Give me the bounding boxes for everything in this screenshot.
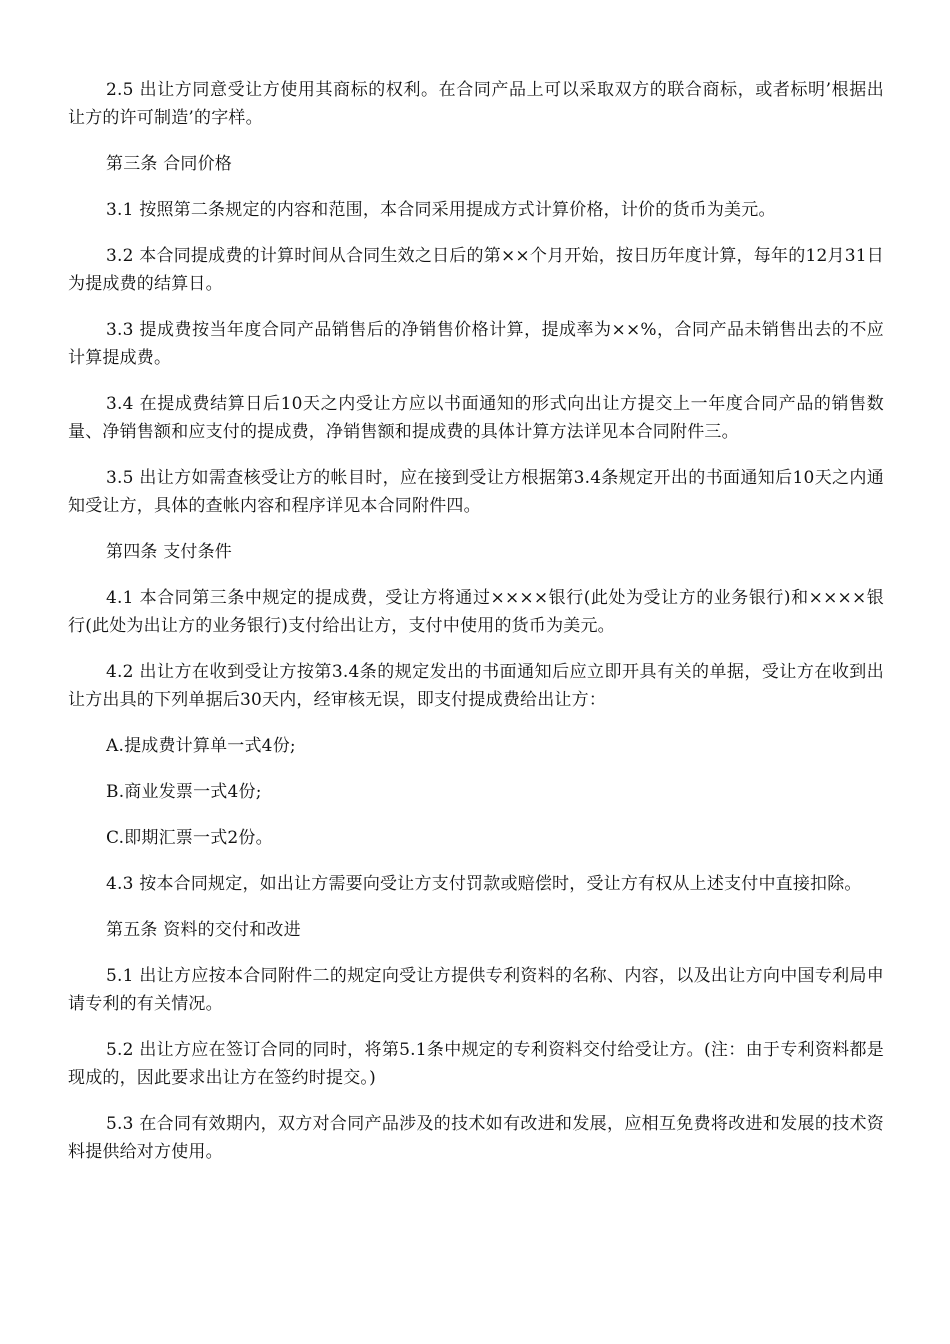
clause-2-5: 2.5 出让方同意受让方使用其商标的权利。在合同产品上可以采取双方的联合商标，或者标明’根据出让方的许可制造’的字样。 — [68, 80, 884, 128]
clause-3-5: 3.5 出让方如需查核受让方的帐目时，应在接到受让方根据第3.4条规定开出的书面通知后10天之内通知受让方，具体的查帐内容和程序详见本合同附件四。 — [68, 468, 884, 516]
article-3-heading: 第三条 合同价格 — [106, 154, 233, 174]
clause-3-4: 3.4 在提成费结算日后10天之内受让方应以书面通知的形式向出让方提交上一年度合同产品的销售数量、净销售额和应支付的提成费，净销售额和提成费的具体计算方法详见本合同附件三。 — [68, 394, 884, 442]
clause-5-2: 5.2 出让方应在签订合同的同时，将第5.1条中规定的专利资料交付给受让方。(注：由于专利资料都是现成的，因此要求出让方在签约时提交。) — [68, 1040, 884, 1088]
article-4-heading: 第四条 支付条件 — [106, 542, 233, 562]
clause-3-2: 3.2 本合同提成费的计算时间从合同生效之日后的第××个月开始，按日历年度计算，每年的12月31日为提成费的结算日。 — [68, 246, 884, 294]
clause-5-3: 5.3 在合同有效期内，双方对合同产品涉及的技术如有改进和发展，应相互免费将改进和发展的技术资料提供给对方使用。 — [68, 1114, 884, 1162]
article-5-heading: 第五条 资料的交付和改进 — [106, 920, 301, 940]
list-item-c: C.即期汇票一式2份。 — [106, 828, 273, 848]
clause-3-3: 3.3 提成费按当年度合同产品销售后的净销售价格计算，提成率为××%，合同产品未销售出去的不应计算提成费。 — [68, 320, 884, 368]
list-item-a: A.提成费计算单一式4份; — [106, 736, 296, 756]
clause-4-3: 4.3 按本合同规定，如出让方需要向受让方支付罚款或赔偿时，受让方有权从上述支付中直接扣除。 — [106, 874, 862, 894]
clause-4-2: 4.2 出让方在收到受让方按第3.4条的规定发出的书面通知后应立即开具有关的单据，受让方在收到出让方出具的下列单据后30天内，经审核无误，即支付提成费给出让方： — [68, 662, 884, 710]
clause-4-1: 4.1 本合同第三条中规定的提成费，受让方将通过××××银行(此处为受让方的业务银行)和××××银行(此处为出让方的业务银行)支付给出让方，支付中使用的货币为美元。 — [68, 588, 884, 636]
clause-3-1: 3.1 按照第二条规定的内容和范围，本合同采用提成方式计算价格，计价的货币为美元。 — [106, 200, 776, 220]
document-body — [68, 76, 884, 1184]
clause-5-1: 5.1 出让方应按本合同附件二的规定向受让方提供专利资料的名称、内容，以及出让方向中国专利局申请专利的有关情况。 — [68, 966, 884, 1014]
list-item-b: B.商业发票一式4份; — [106, 782, 262, 802]
